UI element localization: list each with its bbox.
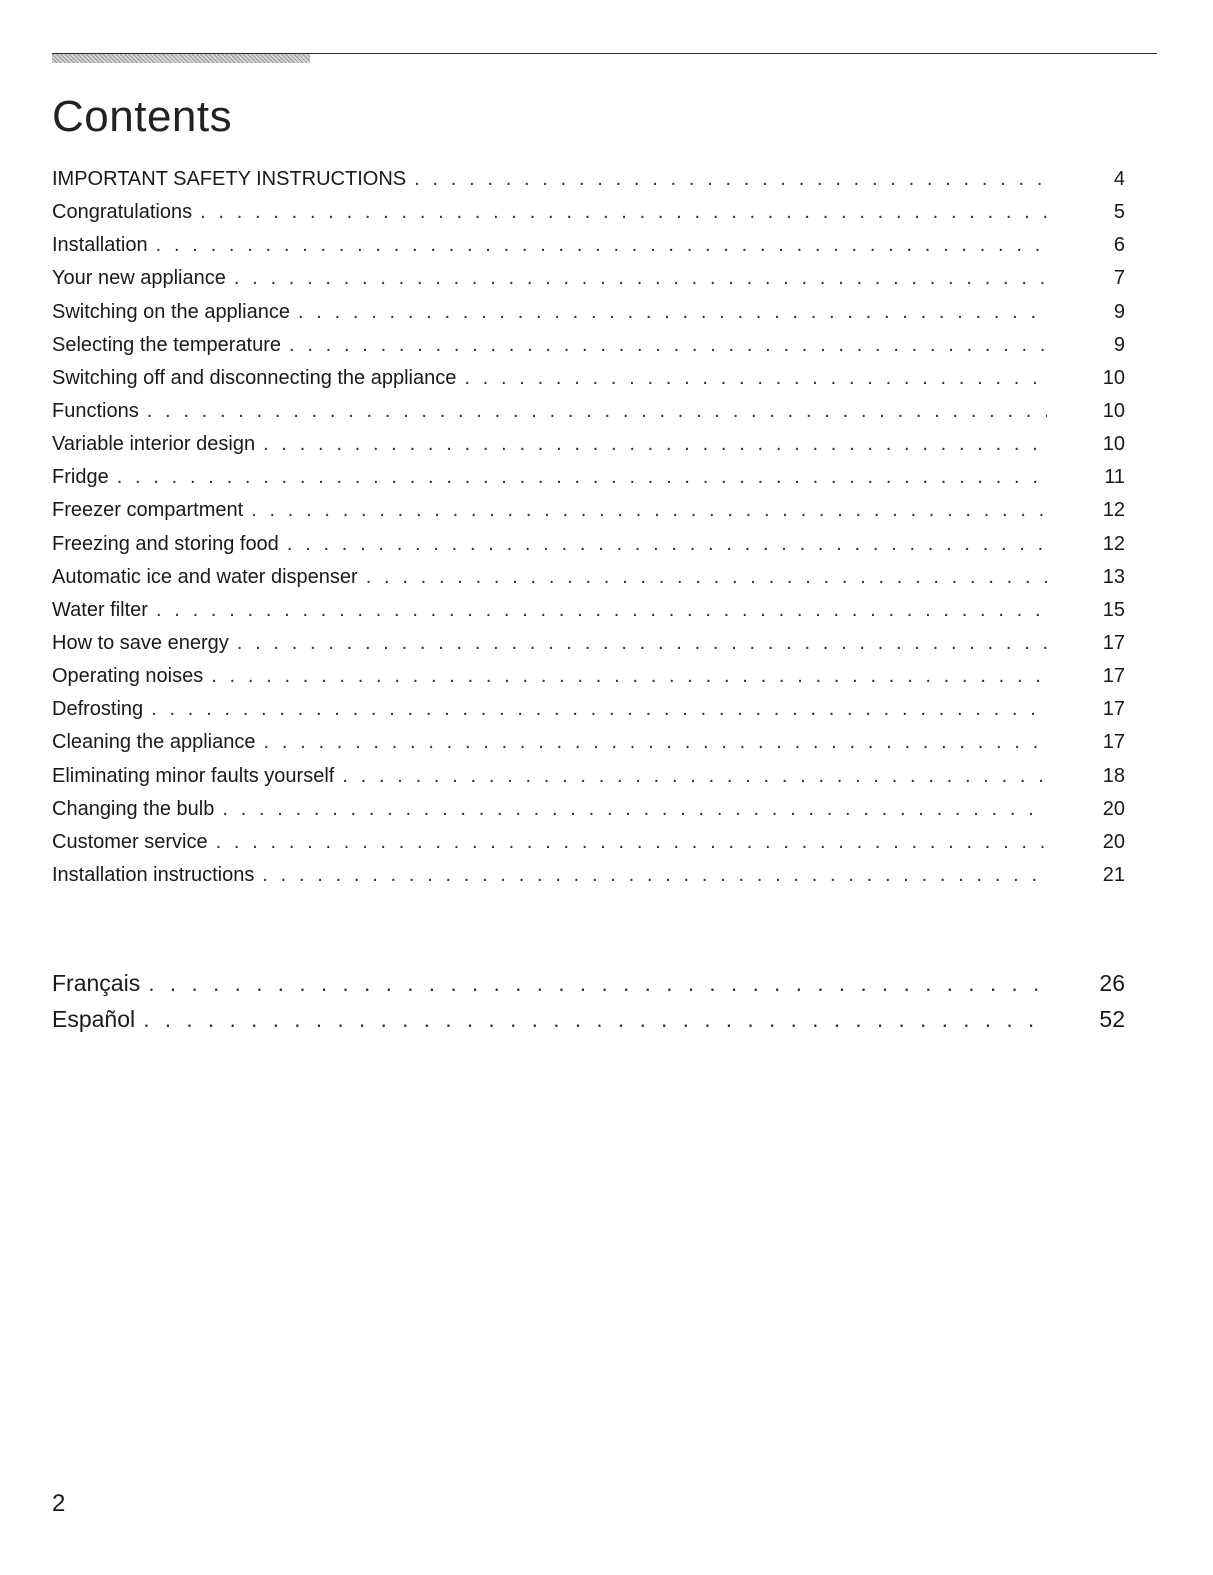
- toc-entry-title: IMPORTANT SAFETY INSTRUCTIONS: [52, 168, 407, 190]
- toc-entry-title: Changing the bulb: [52, 797, 215, 820]
- dot-leader: [464, 362, 1047, 395]
- toc-entry-page: 17: [1102, 698, 1125, 721]
- language-entry-title: Español: [52, 1006, 136, 1032]
- toc-entry-title: Installation instructions: [52, 863, 255, 886]
- dot-leader: [151, 693, 1047, 726]
- page-title: Contents: [52, 92, 233, 141]
- toc-entry[interactable]: [52, 660, 1125, 693]
- toc-entry[interactable]: [52, 693, 1125, 726]
- toc-entry[interactable]: [52, 461, 1125, 494]
- toc-entry[interactable]: [52, 329, 1125, 362]
- toc-entry-title: Congratulations: [52, 201, 193, 224]
- toc-entry-page: 10: [1102, 399, 1125, 422]
- dot-leader: [234, 262, 1047, 295]
- toc-entry-title: Switching on the appliance: [52, 300, 290, 323]
- dot-leader: [366, 561, 1047, 594]
- language-entry[interactable]: [52, 1001, 1125, 1037]
- toc-entry-title: Cleaning the appliance: [52, 731, 256, 754]
- toc-entry-title: Eliminating minor faults yourself: [52, 764, 335, 787]
- toc-entry-page: 10: [1102, 433, 1125, 456]
- toc-entry-page: 17: [1102, 631, 1125, 654]
- toc-entry-title: Water filter: [52, 598, 148, 621]
- toc-entry[interactable]: [52, 726, 1125, 759]
- toc-entry-page: 7: [1113, 267, 1125, 290]
- toc-entry-title: Variable interior design: [52, 433, 256, 456]
- toc-entry[interactable]: [52, 362, 1125, 395]
- language-sections: [52, 965, 1125, 1037]
- toc-entry-title: How to save energy: [52, 631, 229, 654]
- toc-entry[interactable]: [52, 494, 1125, 527]
- header-shaded-bar: [52, 54, 310, 63]
- page-number: 2: [52, 1490, 66, 1517]
- language-entry[interactable]: [52, 965, 1125, 1001]
- language-entry-page: 52: [1099, 1006, 1125, 1032]
- toc-entry-title: Freezing and storing food: [52, 532, 279, 555]
- toc-entry-page: 11: [1104, 466, 1125, 489]
- toc-entry-title: Fridge: [52, 466, 109, 489]
- dot-leader: [298, 296, 1047, 329]
- dot-leader: [148, 965, 1039, 1001]
- toc-entry-page: 9: [1113, 300, 1125, 323]
- toc-entry-title: Automatic ice and water dispenser: [52, 565, 358, 588]
- toc-entry[interactable]: [52, 428, 1125, 461]
- toc-entry[interactable]: [52, 163, 1125, 196]
- dot-leader: [264, 726, 1048, 759]
- dot-leader: [237, 627, 1047, 660]
- toc-entry[interactable]: [52, 793, 1125, 826]
- dot-leader: [262, 859, 1047, 892]
- dot-leader: [200, 196, 1047, 229]
- dot-leader: [143, 1001, 1039, 1037]
- toc-entry-page: 10: [1102, 366, 1125, 389]
- toc-entry[interactable]: [52, 594, 1125, 627]
- dot-leader: [216, 826, 1047, 859]
- toc-entry[interactable]: [52, 296, 1125, 329]
- toc-entry-title: Functions: [52, 399, 139, 422]
- dot-leader: [117, 461, 1047, 494]
- dot-leader: [263, 428, 1047, 461]
- toc-entry[interactable]: [52, 561, 1125, 594]
- toc-entry-title: Your new appliance: [52, 267, 226, 290]
- toc-entry-title: Defrosting: [52, 698, 144, 721]
- dot-leader: [251, 494, 1047, 527]
- toc-entry-title: Selecting the temperature: [52, 333, 282, 356]
- toc-entry[interactable]: [52, 395, 1125, 428]
- dot-leader: [156, 594, 1047, 627]
- toc-entry-page: 21: [1102, 863, 1125, 886]
- toc-entry-title: Operating noises: [52, 665, 204, 688]
- language-entry-title: Français: [52, 970, 141, 996]
- toc-entry[interactable]: [52, 262, 1125, 295]
- toc-entry[interactable]: [52, 229, 1125, 262]
- toc-entry-page: 9: [1113, 333, 1125, 356]
- toc-entry-page: 13: [1102, 565, 1125, 588]
- toc-entry-page: 4: [1113, 168, 1125, 190]
- dot-leader: [211, 660, 1047, 693]
- toc-entry-page: 17: [1102, 665, 1125, 688]
- toc-entry[interactable]: [52, 528, 1125, 561]
- toc-entry-page: 5: [1113, 201, 1125, 224]
- toc-entry-title: Freezer compartment: [52, 499, 244, 522]
- language-entry-page: 26: [1099, 970, 1125, 996]
- toc-entry-page: 18: [1102, 764, 1125, 787]
- table-of-contents: [52, 163, 1125, 892]
- dot-leader: [147, 395, 1047, 428]
- toc-entry[interactable]: [52, 826, 1125, 859]
- dot-leader: [414, 163, 1047, 196]
- toc-entry-page: 12: [1102, 499, 1125, 522]
- toc-entry-title: Switching off and disconnecting the appliance: [52, 366, 457, 389]
- dot-leader: [289, 329, 1047, 362]
- toc-entry-title: Installation: [52, 234, 148, 257]
- toc-entry-page: 6: [1113, 234, 1125, 257]
- toc-entry-page: 15: [1102, 598, 1125, 621]
- toc-entry[interactable]: [52, 859, 1125, 892]
- toc-entry[interactable]: [52, 196, 1125, 229]
- toc-entry-page: 20: [1102, 797, 1125, 820]
- toc-entry-page: 20: [1102, 830, 1125, 853]
- toc-entry[interactable]: [52, 627, 1125, 660]
- dot-leader: [287, 528, 1047, 561]
- toc-entry[interactable]: [52, 760, 1125, 793]
- dot-leader: [156, 229, 1047, 262]
- dot-leader: [222, 793, 1047, 826]
- toc-entry-page: 17: [1102, 731, 1125, 754]
- toc-entry-page: 12: [1102, 532, 1125, 555]
- dot-leader: [342, 760, 1047, 793]
- toc-entry-title: Customer service: [52, 830, 208, 853]
